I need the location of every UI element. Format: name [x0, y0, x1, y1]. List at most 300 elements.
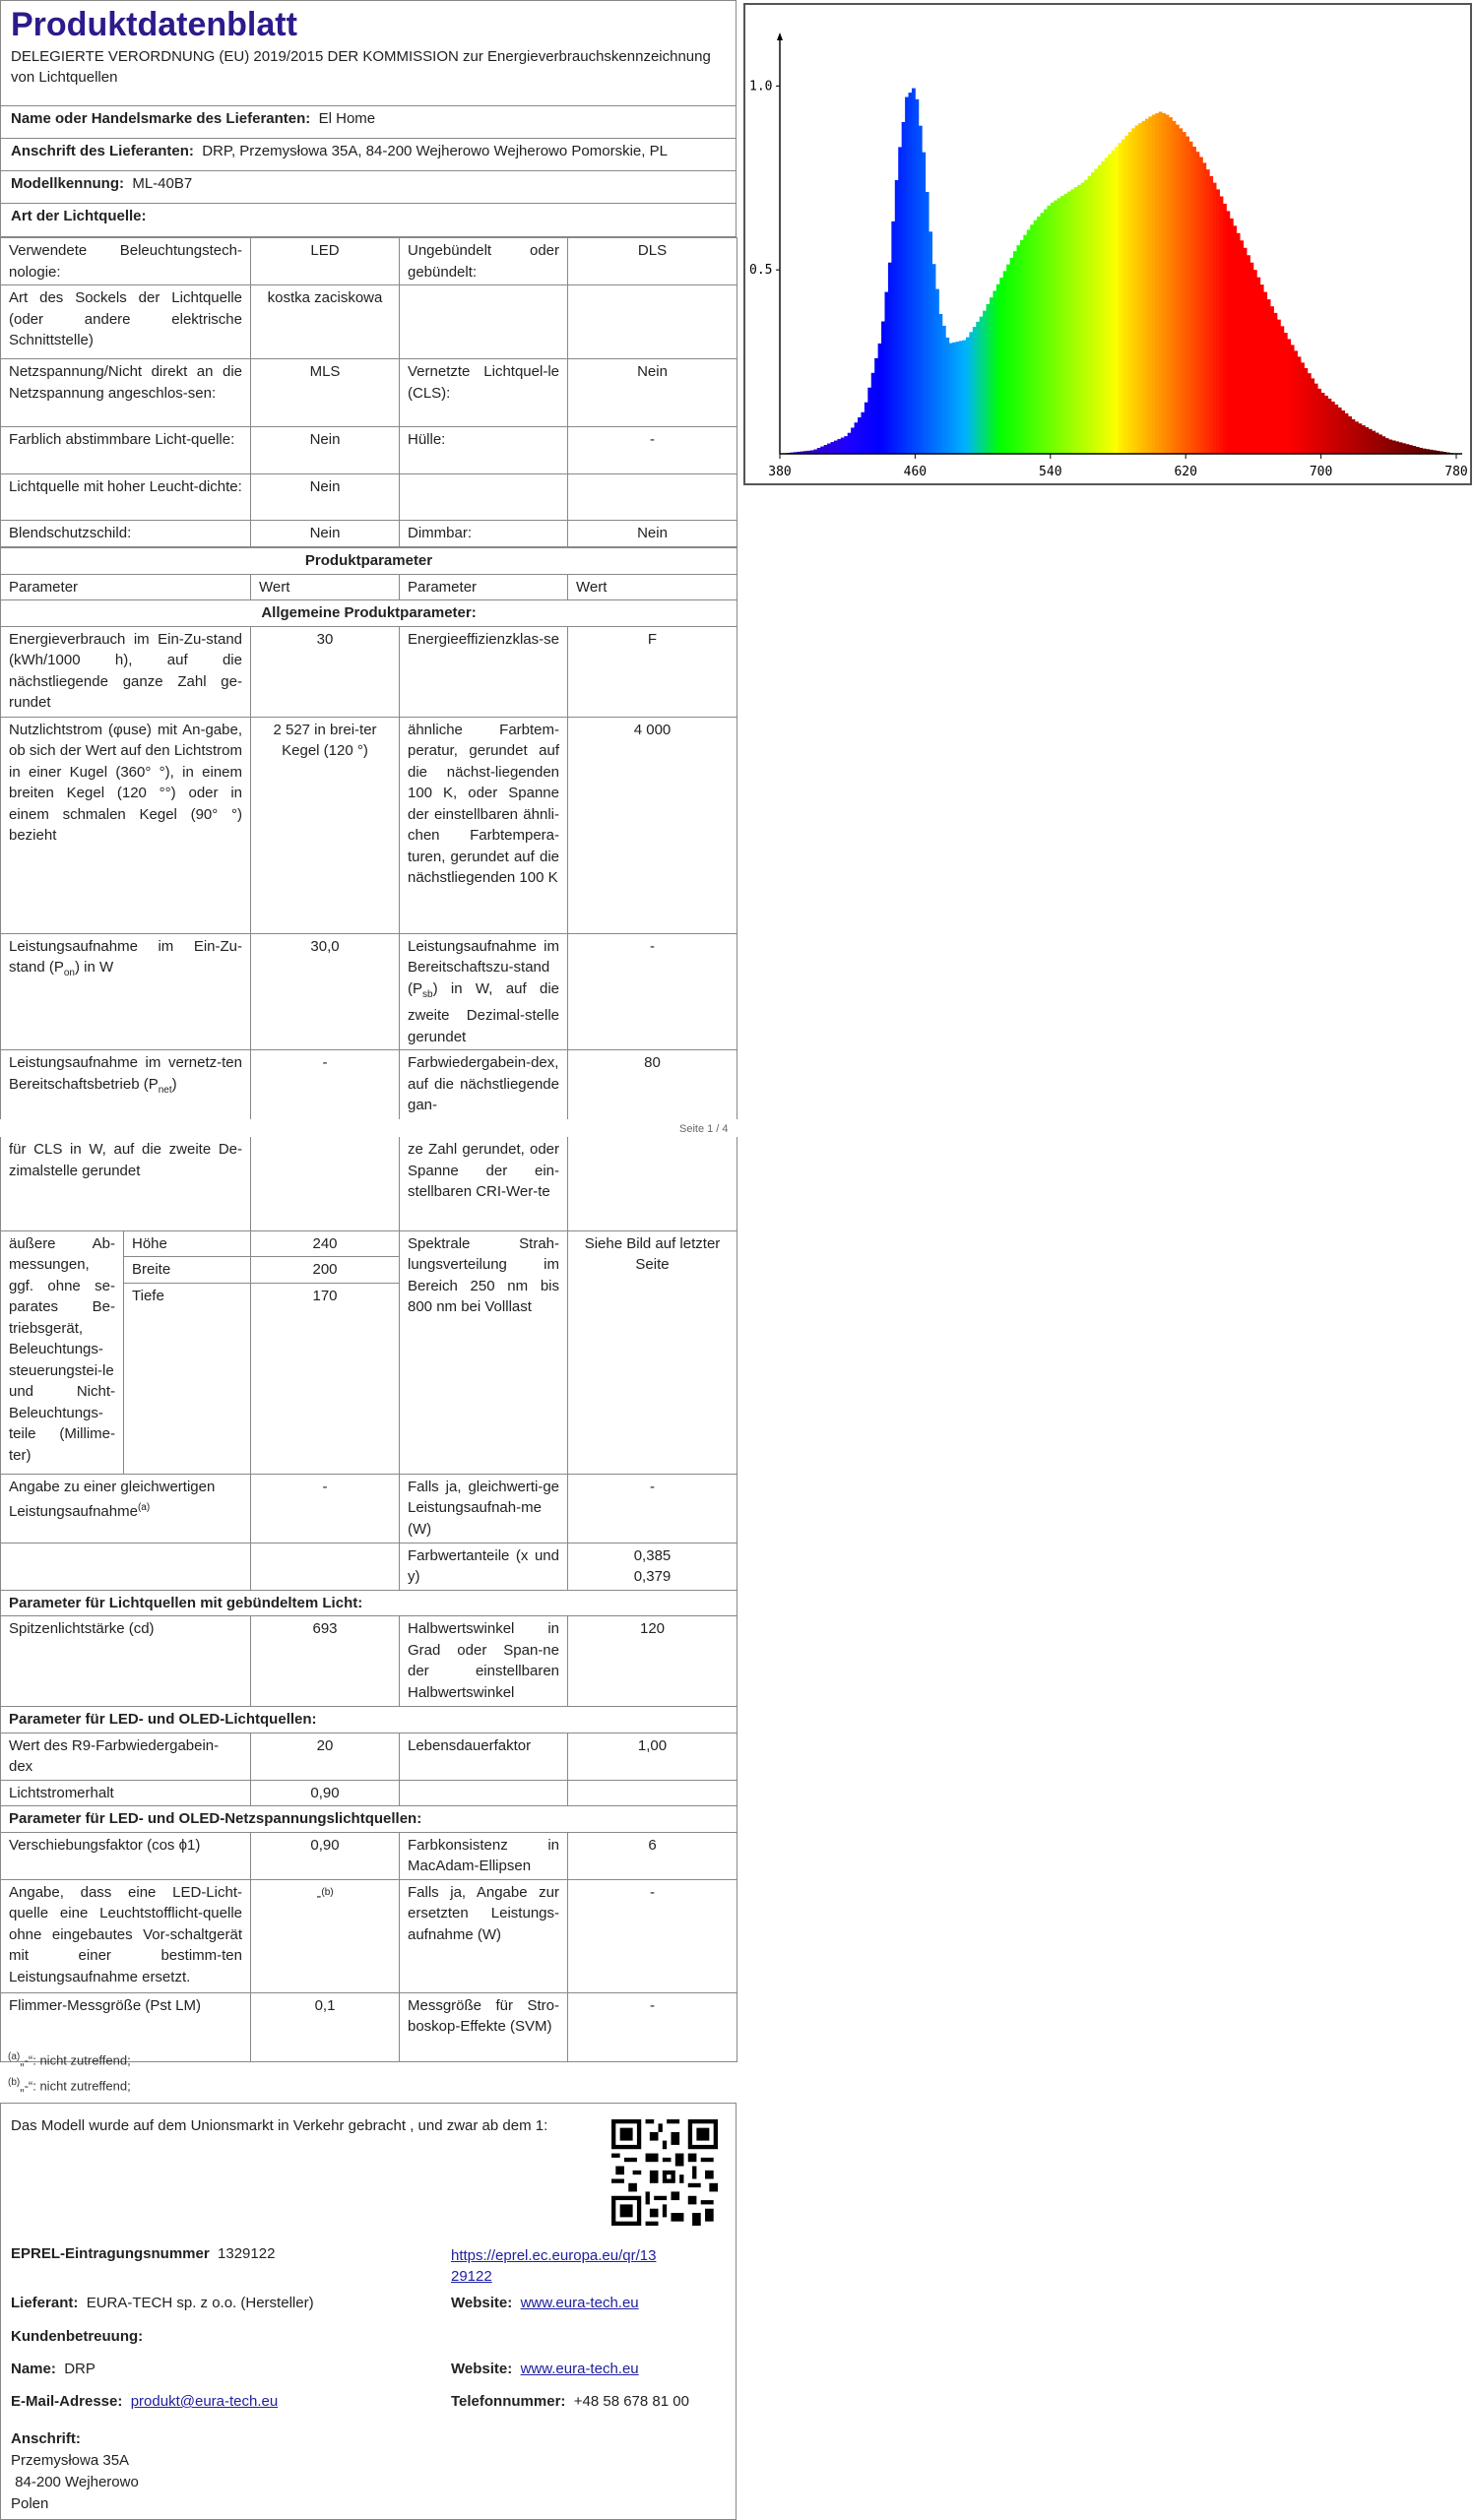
spectrum-band: [871, 373, 875, 454]
spectrum-band: [1159, 112, 1163, 454]
spectrum-band: [1064, 194, 1068, 454]
table-row: [1, 285, 737, 359]
spectrum-band: [1369, 429, 1373, 454]
cell: Energieverbrauch im Ein-Zu-stand (kWh/1000 h), auf die nächstliegende ganze Zahl ge-rundet: [1, 626, 251, 717]
spectrum-band: [1027, 229, 1031, 454]
spectrum-band: [1358, 423, 1362, 454]
spectrum-band: [1274, 313, 1278, 454]
cell: Nein: [568, 521, 737, 547]
phone-value: +48 58 678 81 00: [573, 2393, 689, 2410]
spectrum-band: [1209, 176, 1213, 454]
name-label: Name:: [11, 2361, 56, 2377]
website-row: [451, 2295, 639, 2311]
product-params-table-p1: [0, 547, 737, 1119]
spectrum-band: [952, 343, 956, 454]
dimensions-label: äußere Ab-messungen, ggf. ohne se-parates Be-triebsgerät, Beleuchtungs-steuerungstei-le und Nicht-Beleuchtungs-teile (Millime-ter): [1, 1230, 124, 1474]
cell: 240: [251, 1230, 400, 1257]
spectrum-band: [1084, 180, 1088, 454]
spectrum-band: [1047, 206, 1051, 454]
email-link[interactable]: produkt@eura-tech.eu: [130, 2393, 279, 2410]
cell: Flimmer-Messgröße (Pst LM): [1, 1992, 251, 2061]
spectrum-band: [1291, 345, 1295, 454]
model-label: Modellkennung:: [11, 175, 124, 192]
led-heading: Parameter für LED- und OLED-Lichtquellen:: [1, 1707, 737, 1733]
cell: [568, 1543, 737, 1590]
footnote-mark: (a): [137, 1502, 151, 1513]
spectrum-band: [1196, 152, 1200, 454]
cell: [251, 1543, 400, 1590]
cell: Farblich abstimmbare Licht-quelle:: [1, 427, 251, 474]
table-row: [1, 1543, 737, 1590]
spectrum-band: [1220, 196, 1224, 454]
spectrum-band: [1054, 201, 1057, 454]
cell: -: [568, 1879, 737, 1992]
cell: [400, 933, 568, 1050]
website-link[interactable]: www.eura-tech.eu: [520, 2361, 639, 2377]
spectrum-band: [993, 290, 996, 454]
text: -: [316, 1887, 322, 1905]
cell: -: [568, 933, 737, 1050]
website-label: Website:: [451, 2361, 513, 2377]
cell: 200: [251, 1257, 400, 1284]
spectrum-band: [949, 344, 953, 454]
table-row: [1, 1616, 737, 1707]
spectrum-band: [983, 311, 987, 454]
cell: für CLS in W, auf die zweite De-zimalstelle gerundet: [1, 1137, 251, 1230]
cell: [568, 1137, 737, 1230]
spectrum-band: [851, 427, 855, 454]
address-line: Przemysłowa 35A: [11, 2452, 130, 2469]
cell: -: [568, 427, 737, 474]
model-value: ML-40B7: [132, 175, 193, 192]
product-params-table-p2: [0, 1137, 737, 2062]
cell: Lebensdauerfaktor: [400, 1732, 568, 1780]
table-row: [1, 474, 737, 521]
care-heading: [11, 2328, 143, 2345]
eprel-link-line: 29122: [451, 2268, 492, 2285]
cell: kostka zaciskowa: [251, 285, 400, 359]
spectrum-band: [865, 403, 868, 454]
email-row: [11, 2393, 278, 2410]
cell: Nein: [568, 359, 737, 427]
spectrum-band: [1162, 113, 1166, 454]
spectrum-band: [1277, 320, 1281, 454]
table-row: [1, 1474, 737, 1543]
supplier-row: [11, 2295, 314, 2311]
cell: [568, 1780, 737, 1806]
market-text: Das Modell wurde auf dem Unionsmarkt in Verkehr gebracht , und zwar ab dem 1:: [11, 2117, 548, 2134]
supplier-name-label: Name oder Handelsmarke des Lieferanten:: [11, 110, 311, 127]
cell: Nein: [251, 474, 400, 521]
spectrum-band: [1176, 125, 1180, 454]
spectrum-band: [1341, 410, 1345, 454]
spectrum-band: [938, 314, 942, 454]
spectrum-band: [1270, 306, 1274, 454]
cell: Vernetzte Lichtquel-le (CLS):: [400, 359, 568, 427]
cell: Farbwiedergabein-dex, auf die nächstliegende gan-: [400, 1050, 568, 1119]
spectrum-band: [980, 317, 984, 454]
cell: 0,90: [251, 1832, 400, 1879]
cell: Art des Sockels der Lichtquelle (oder andere elektrische Schnittstelle): [1, 285, 251, 359]
cell: Angabe, dass eine LED-Licht-quelle eine Leuchtstofflicht-quelle ohne eingebautes Vor-schaltgerät mit einer bestimm-ten Leistungsaufnahme ersetzt.: [1, 1879, 251, 1992]
supplier-name-value: El Home: [318, 110, 376, 127]
spectrum-band: [837, 439, 841, 454]
spectrum-band: [962, 341, 966, 454]
text: Leistungsaufnahme im Ein-Zu-stand (P: [9, 937, 242, 976]
spectrum-band: [1402, 443, 1406, 454]
spectrum-band: [1345, 413, 1349, 454]
text: ) in W: [75, 959, 114, 976]
eprel-link[interactable]: [451, 2245, 656, 2287]
cell: Blendschutzschild:: [1, 521, 251, 547]
spectrum-band: [1426, 449, 1430, 454]
column-header: Wert: [251, 574, 400, 600]
spectrum-band: [1202, 162, 1206, 454]
text: ): [171, 1075, 177, 1093]
spectrum-band: [1172, 121, 1176, 454]
x-tick-label: 780: [1444, 465, 1468, 479]
spectrum-band: [1267, 299, 1271, 454]
x-tick-label: 700: [1309, 465, 1333, 479]
spectrum-band: [867, 388, 871, 454]
spectrum-band: [1260, 284, 1264, 454]
spectrum-band: [1098, 165, 1102, 454]
cell: 0,1: [251, 1992, 400, 2061]
regulation-text: DELEGIERTE VERORDNUNG (EU) 2019/2015 DER KOMMISSION zur Energieverbrauchskennzeichnung von Lichtquellen: [11, 48, 711, 86]
footnote-a: [8, 2051, 131, 2067]
column-header: Wert: [568, 574, 737, 600]
table-row: [1, 1707, 737, 1733]
cell: Falls ja, gleichwerti-ge Leistungsaufnah-me (W): [400, 1474, 568, 1543]
spectrum-band: [1148, 116, 1152, 454]
text: Leistungsaufnahme im Bereitschaftszu-stand (P: [408, 937, 559, 997]
spectrum-band: [888, 263, 892, 454]
spectrum-band: [1362, 425, 1366, 454]
spectrum-band: [1419, 448, 1423, 454]
spectrum-band: [1155, 113, 1159, 454]
spectrum-band: [1145, 119, 1149, 454]
address-block: [11, 2428, 139, 2515]
spectrum-band: [1044, 210, 1048, 454]
header-block: [0, 0, 737, 106]
spectrum-band: [1135, 125, 1139, 454]
subscript: sb: [422, 988, 433, 1000]
cell: 80: [568, 1050, 737, 1119]
spectrum-band: [1311, 378, 1314, 454]
eprel-link-line: https://eprel.ec.europa.eu/qr/13: [451, 2247, 657, 2264]
subscript: net: [158, 1084, 172, 1096]
cell: [568, 474, 737, 521]
supplier-address-row: [0, 139, 737, 171]
spectrum-band: [922, 153, 926, 454]
table-row: [1, 933, 737, 1050]
spectrum-band: [874, 358, 878, 454]
spectrum-band: [1247, 255, 1250, 454]
spectrum-band: [1189, 142, 1193, 454]
spectrum-band: [844, 436, 848, 454]
spectrum-band: [1037, 217, 1041, 454]
spectrum-band: [909, 93, 913, 454]
cell: 4 000: [568, 717, 737, 933]
spectrum-band: [1331, 402, 1335, 454]
spectrum-band: [831, 442, 835, 454]
cell: [1, 1050, 251, 1119]
spectrum-band: [1388, 440, 1392, 454]
spectrum-band: [942, 326, 946, 454]
spectrum-band: [902, 122, 906, 454]
x-tick-label: 620: [1174, 465, 1197, 479]
cell: Verschiebungsfaktor (cos ϕ1): [1, 1832, 251, 1879]
website-link[interactable]: www.eura-tech.eu: [520, 2295, 639, 2311]
spectrum-band: [1006, 265, 1010, 454]
table-row: [1, 1879, 737, 1992]
table-row: [1, 1590, 737, 1616]
cell: [1, 1474, 251, 1543]
light-source-heading: Art der Lichtquelle:: [11, 208, 147, 224]
y-tick-label: 1.0: [749, 79, 773, 94]
spectrum-band: [1399, 442, 1403, 454]
spectrum-band: [1233, 225, 1237, 454]
spectrum-band: [1376, 433, 1379, 454]
cell: Falls ja, Angabe zur ersetzten Leistungs-aufnahme (W): [400, 1879, 568, 1992]
spectrum-band: [996, 284, 1000, 454]
spectrum-band: [1321, 393, 1325, 454]
spectrum-band: [1101, 161, 1105, 454]
cell: Ungebündelt oder gebündelt:: [400, 238, 568, 285]
general-params-heading: Allgemeine Produktparameter:: [1, 600, 737, 627]
spectrum-band: [990, 297, 993, 454]
spectrum-band: [966, 338, 970, 454]
spectrum-band: [1294, 350, 1298, 454]
cell: -: [251, 1050, 400, 1119]
spectrum-band: [1308, 373, 1312, 454]
spectrum-band: [1122, 140, 1125, 454]
spectrum-band: [1244, 248, 1248, 454]
spectrum-band: [1057, 198, 1061, 454]
cell: [251, 1879, 400, 1992]
address-label: Anschrift:: [11, 2430, 81, 2447]
spectrum-band: [1186, 137, 1189, 454]
spectrum-band: [1395, 441, 1399, 454]
spectrum-band: [1213, 183, 1217, 454]
table-row: [1, 1806, 737, 1833]
spectrum-band: [1314, 384, 1318, 454]
spectrum-band: [1381, 436, 1385, 454]
spectrum-band: [1392, 440, 1396, 454]
phone-row: [451, 2393, 689, 2410]
spectrum-band: [1348, 416, 1352, 454]
spectrum-band: [1169, 117, 1173, 454]
supplier-address-label: Anschrift des Lieferanten:: [11, 143, 194, 159]
cell: [1, 933, 251, 1050]
spectrum-band: [1166, 115, 1170, 454]
spectrum-band: [1105, 158, 1109, 454]
spectrum-band: [1378, 434, 1382, 454]
spectrum-band: [915, 99, 919, 454]
x-tick-label: 540: [1039, 465, 1062, 479]
spectrum-band: [1304, 368, 1308, 454]
spectrum-band: [1030, 224, 1034, 454]
spectrum-band: [1385, 438, 1389, 454]
spectrum-chart: [743, 3, 1472, 485]
spectrum-band: [1020, 240, 1024, 454]
qr-code-icon[interactable]: [611, 2119, 718, 2226]
supplier-address-value: DRP, Przemysłowa 35A, 84-200 Wejherowo Wejherowo Pomorskie, PL: [202, 143, 668, 159]
spectrum-band: [935, 289, 939, 454]
spectrum-band: [1016, 245, 1020, 454]
spectrum-band: [1206, 169, 1210, 454]
spectrum-band: [1074, 187, 1078, 454]
spectrum-band: [1287, 339, 1291, 454]
table-row: [1, 238, 737, 285]
table-row: [1, 717, 737, 933]
spectrum-band: [1094, 168, 1098, 454]
spectrum-band: [1230, 219, 1234, 454]
spectrum-band: [881, 321, 885, 454]
spectrum-band: [1223, 204, 1227, 454]
spectrum-band: [959, 341, 963, 454]
table-row: [1, 1137, 737, 1230]
spectrum-band: [1237, 233, 1241, 454]
supplier-label: Lieferant:: [11, 2295, 79, 2311]
spectrum-band: [861, 412, 865, 454]
spectrum-band: [834, 441, 838, 454]
spectrum-band: [1352, 419, 1356, 454]
spectrum-band: [1253, 270, 1257, 454]
spectrum-band: [1365, 427, 1369, 454]
cell: [568, 285, 737, 359]
cell: [400, 285, 568, 359]
spectrum-band: [1240, 240, 1244, 454]
spectrum-band: [1077, 185, 1081, 454]
cell: Spektrale Strah-lungsverteilung im Bereich 250 nm bis 800 nm bei Volllast: [400, 1230, 568, 1474]
cell: Messgröße für Stro-boskop-Effekte (SVM): [400, 1992, 568, 2061]
cell: Tiefe: [124, 1283, 251, 1474]
spectrum-band: [969, 332, 973, 454]
cell: [400, 474, 568, 521]
eprel-value: 1329122: [218, 2245, 276, 2262]
spectrum-band: [1108, 154, 1112, 454]
table-row: [1, 1230, 737, 1257]
spectrum-band: [1112, 151, 1116, 454]
spectrum-band: [1250, 263, 1253, 454]
spectrum-band: [1216, 189, 1220, 454]
cell: Hülle:: [400, 427, 568, 474]
spectrum-band: [827, 444, 831, 454]
spectrum-band: [1199, 157, 1203, 454]
spectrum-band: [1091, 172, 1095, 454]
spectrum-band: [987, 304, 991, 454]
spectrum-band: [895, 180, 899, 454]
spectrum-band: [1334, 405, 1338, 454]
text: ) in W, auf die zweite Dezimal-stelle gerundet: [408, 979, 559, 1045]
cell: Dimmbar:: [400, 521, 568, 547]
cell: Verwendete Beleuchtungstech-nologie:: [1, 238, 251, 285]
eprel-row: [11, 2245, 275, 2262]
spectrum-band: [1183, 132, 1186, 454]
text: Leistungsaufnahme im vernetz-ten Bereitschaftsbetrieb (P: [9, 1054, 242, 1093]
spectrum-band: [841, 438, 845, 454]
spectrum-band: [973, 327, 977, 454]
column-header: Parameter: [400, 574, 568, 600]
cell: Nutzlichtstrom (φuse) mit An-gabe, ob sich der Wert auf den Lichtstrom in einer Kugel (360° °), in einem breiten Kegel (120 °°) oder in einem schmalen Kegel (90° °) bezieht: [1, 717, 251, 933]
spectrum-band: [848, 433, 852, 454]
spectrum-band: [855, 422, 859, 454]
cell: LED: [251, 238, 400, 285]
spectrum-band: [1013, 251, 1017, 454]
spectrum-band: [1301, 362, 1305, 454]
text: Angabe zu einer gleichwertigen Leistungsaufnahme: [9, 1478, 216, 1520]
footnote-text: „-“: nicht zutreffend;: [20, 2052, 131, 2068]
spectrum-band: [1284, 333, 1288, 454]
spectrum-band: [1010, 258, 1014, 454]
spectrum-band: [820, 447, 824, 454]
spectrum-band: [1128, 132, 1132, 454]
spectrum-band: [999, 278, 1003, 454]
cell: Wert des R9-Farbwiedergabein-dex: [1, 1732, 251, 1780]
phone-label: Telefonnummer:: [451, 2393, 566, 2410]
spectrum-band: [912, 89, 916, 454]
spectrum-band: [1338, 408, 1342, 454]
table-row: [1, 1780, 737, 1806]
cell: Farbkonsistenz in MacAdam-Ellipsen: [400, 1832, 568, 1879]
cell: 1,00: [568, 1732, 737, 1780]
table-row: [1, 359, 737, 427]
spectrum-band: [898, 147, 902, 454]
spectrum-band: [929, 231, 932, 454]
spectrum-band: [1051, 203, 1055, 454]
page-number: Seite 1 / 4: [679, 1123, 729, 1135]
cell: Farbwertanteile (x und y): [400, 1543, 568, 1590]
cell: Höhe: [124, 1230, 251, 1257]
cell: 20: [251, 1732, 400, 1780]
cell: [251, 1137, 400, 1230]
cell: 120: [568, 1616, 737, 1707]
spectrum-band: [1067, 192, 1071, 454]
cell: Breite: [124, 1257, 251, 1284]
spectrum-band: [1041, 213, 1045, 454]
spectrum-band: [1372, 431, 1376, 454]
spectrum-band: [1115, 147, 1119, 454]
spectrum-band: [956, 342, 960, 454]
table-row: [1, 521, 737, 547]
spectrum-band: [878, 344, 882, 454]
spectrum-band: [976, 322, 980, 454]
name-row: [11, 2361, 96, 2377]
cell: [1, 1543, 251, 1590]
spectrum-band: [1070, 189, 1074, 454]
spectrum-band: [1003, 271, 1007, 454]
cell: F: [568, 626, 737, 717]
spectrum-band: [1405, 444, 1409, 454]
spectrum-band: [1317, 389, 1321, 454]
spectrum-band: [945, 338, 949, 454]
spectrum-band: [1131, 128, 1135, 454]
cell: -: [568, 1992, 737, 2061]
cell: [400, 1780, 568, 1806]
y-axis-arrow-icon: [777, 32, 783, 40]
cell: 170: [251, 1283, 400, 1474]
table-row: [1, 548, 737, 575]
table-row: [1, 1732, 737, 1780]
name-value: DRP: [64, 2361, 96, 2377]
cell: Spitzenlichtstärke (cd): [1, 1616, 251, 1707]
cell: Energieeffizienzklas-se: [400, 626, 568, 717]
model-row: [0, 171, 737, 204]
table-row: [1, 626, 737, 717]
care-label: Kundenbetreuung:: [11, 2328, 144, 2345]
cell: 693: [251, 1616, 400, 1707]
